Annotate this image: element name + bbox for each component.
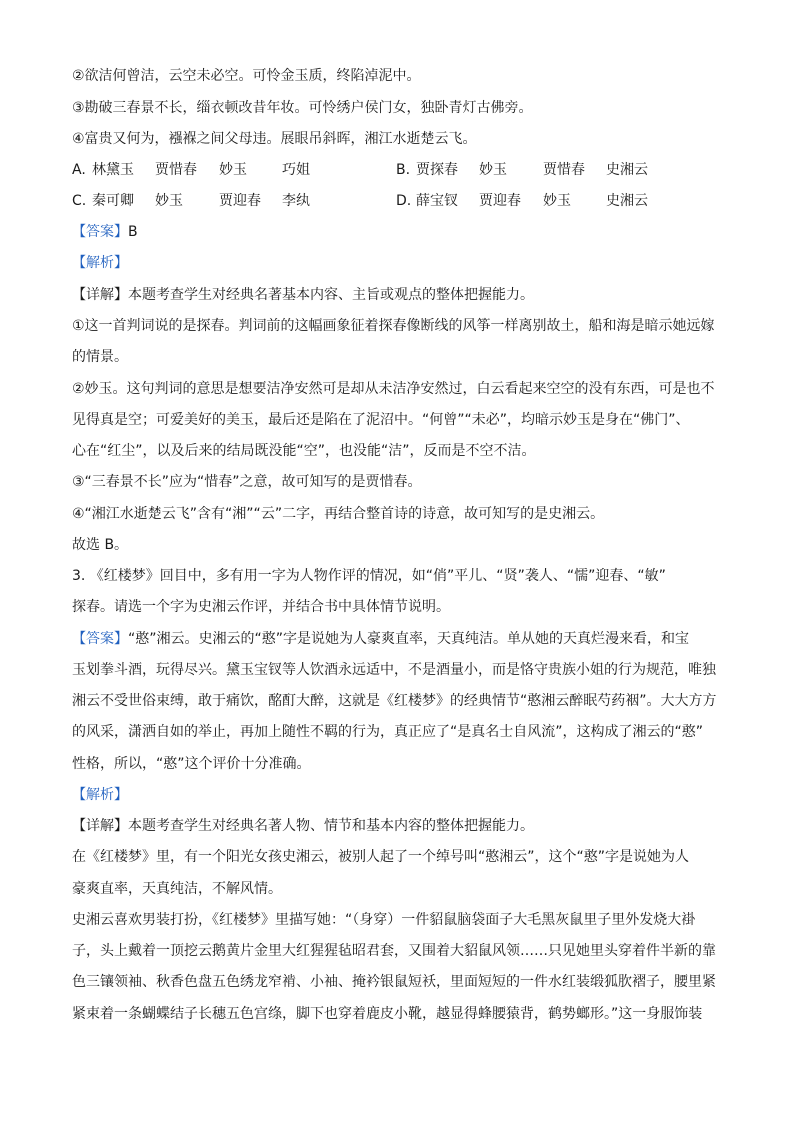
option-name: 李纨 (282, 193, 310, 209)
answer-value: B (128, 224, 138, 240)
option-letter: C. (72, 193, 87, 209)
answer-line (72, 222, 138, 242)
analysis-label: 【解析】 (72, 787, 128, 803)
option-name: 秦可卿 (92, 193, 134, 209)
option-name: 巧姐 (282, 162, 310, 178)
text-line: 史湘云喜欢男装打扮，《红楼梦》里描写她：“（身穿）一件貂鼠脑袋面子大毛黑灰鼠里子里外发烧大褂 (72, 912, 696, 928)
analysis-label: 【解析】 (72, 255, 128, 271)
option-name: 妙玉 (479, 162, 507, 178)
option-letter: B. (396, 162, 411, 178)
option-name: 贾惜春 (155, 162, 197, 178)
answer-label: 【答案】 (72, 224, 128, 240)
text-line: 故选 B。 (72, 537, 129, 553)
question-line: 3. 《红楼梦》回目中，多有用一字为人物作评的情况，如“俏”平儿、“贤”袭人、“懦”迎春、“敏” (72, 568, 666, 584)
option-name: 贾惜春 (543, 162, 585, 178)
detail-label: 【详解】 (72, 818, 128, 834)
option-name: 贾迎春 (219, 193, 261, 209)
option-name: 贾迎春 (479, 193, 521, 209)
question-line: 探春。请选一个字为史湘云作评，并结合书中具体情节说明。 (72, 599, 450, 615)
text-line: ②欲洁何曾洁，云空未必空。可怜金玉质，终陷淖泥中。 (72, 68, 421, 84)
text-line: 湘云不受世俗束缚，敢于痛饮，酩酊大醉，这就是《红楼梦》的经典情节“憨湘云醉眠芍药裀”。大大方方 (72, 693, 717, 709)
text-line: 心在“红尘”，以及后来的结局既没能“空”，也没能“洁”，反而是不空不洁。 (72, 443, 536, 459)
text-line: ③“三春景不长”应为“惜春”之意，故可知写的是贾惜春。 (72, 474, 422, 490)
option-name: 薛宝钗 (416, 193, 458, 209)
text-line: ④“湘江水逝楚云飞”含有“湘”“云”二字，再结合整首诗的诗意，故可知写的是史湘云。 (72, 506, 605, 522)
text-line: 性格，所以，“憨”这个评价十分准确。 (72, 756, 311, 772)
analysis-line (72, 253, 128, 273)
option-name: 林黛玉 (92, 162, 134, 178)
text-line: 紧束着一条蝴蝶结子长穗五色宫绦，脚下也穿着鹿皮小靴，越显得蜂腰猿背，鹤势螂形。”这一身服饰装 (72, 1006, 703, 1022)
text-line: ②妙玉。这句判词的意思是想要洁净安然可是却从未洁净安然过，白云看起来空空的没有东西，可是也不 (72, 381, 715, 397)
detail-line (72, 285, 534, 305)
option-name: 史湘云 (606, 162, 648, 178)
text-line: 豪爽直率，天真纯洁，不解风情。 (72, 881, 282, 897)
text-line: ③勘破三春景不长，缁衣顿改昔年妆。可怜绣户侯门女，独卧青灯古佛旁。 (72, 100, 533, 116)
text-line: 见得真是空；可爱美好的美玉，最后还是陷在了泥沼中。“何曾”“未必”，均暗示妙玉是身在“佛门”、 (72, 412, 690, 428)
option-letter: A. (72, 162, 86, 178)
option-name: 史湘云 (606, 193, 648, 209)
text-line: 子，头上戴着一顶挖云鹅黄片金里大红猩猩毡昭君套，又围着大貂鼠风领……只见她里头穿着件半新的靠 (72, 943, 716, 959)
analysis-line (72, 785, 128, 805)
option-name: 妙玉 (155, 193, 183, 209)
text-line: 玉划拳斗酒，玩得尽兴。黛玉宝钗等人饮酒永远适中，不是酒量小，而是恪守贵族小姐的行为规范，唯独 (72, 662, 716, 678)
text-line: 色三镶领袖、秋香色盘五色绣龙窄褃、小袖、掩衿银鼠短袄，里面短短的一件水红装缎狐肷褶子，腰里紧 (72, 974, 716, 990)
option-name: 妙玉 (219, 162, 247, 178)
option-name: 贾探春 (416, 162, 458, 178)
text-line: ①这一首判词说的是探春。判词前的这幅画象征着探春像断线的风筝一样离别故土，船和海是暗示她远嫁 (72, 318, 715, 334)
detail-text: 本题考查学生对经典名著基本内容、主旨或观点的整体把握能力。 (128, 287, 534, 303)
answer-line (72, 629, 689, 649)
text-line: 在《红楼梦》里，有一个阳光女孩史湘云，被别人起了一个绰号叫“憨湘云”，这个“憨”字是说她为人 (72, 849, 690, 865)
answer-label: 【答案】 (72, 631, 128, 647)
text-line: 的风采，潇洒自如的举止，再加上随性不羁的行为，真正应了“是真名士自风流”，这构成了湘云的“憨” (72, 724, 704, 740)
text-line: 的情景。 (72, 349, 128, 365)
detail-text: 本题考查学生对经典名著人物、情节和基本内容的整体把握能力。 (128, 818, 534, 834)
detail-line (72, 816, 534, 836)
detail-label: 【详解】 (72, 287, 128, 303)
text-line: ④富贵又何为，襁褓之间父母违。展眼吊斜晖，湘江水逝楚云飞。 (72, 131, 477, 147)
option-letter: D. (396, 193, 412, 209)
answer-text: “憨”湘云。史湘云的“憨”字是说她为人豪爽直率，天真纯洁。单从她的天真烂漫来看，和宝 (128, 631, 690, 647)
option-name: 妙玉 (543, 193, 571, 209)
